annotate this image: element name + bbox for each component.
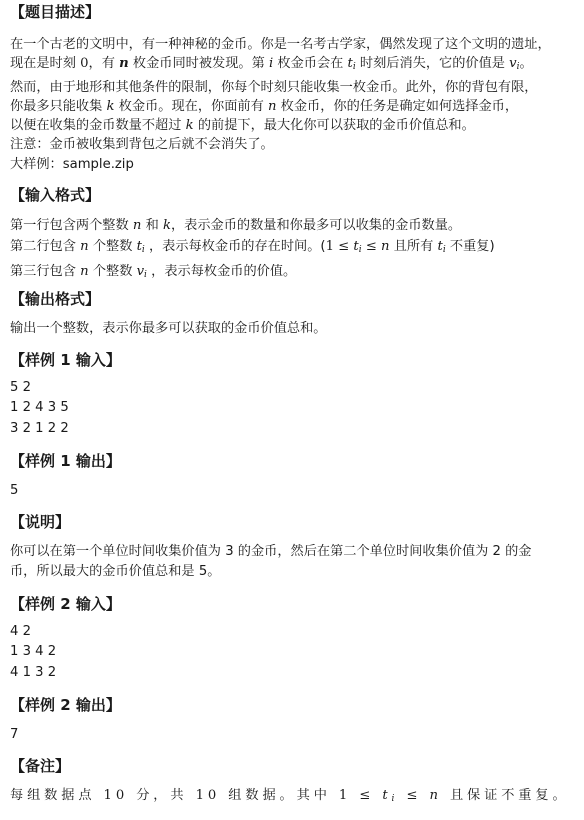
description-line-2: 现在是时刻 0，有 n 枚金币同时被发现。第 i 枚金币会在 $t_i$ 时刻后消失，它的价值是 $v_i$。 xyxy=(10,56,533,73)
sample1-input-section xyxy=(10,350,121,370)
sample1-input-line: 3 2 1 2 2 xyxy=(10,420,69,436)
notes-body xyxy=(10,786,570,809)
sample2-output-line: 7 xyxy=(10,727,19,742)
sample2-output-heading: 【样例 2 输出】 xyxy=(10,696,121,714)
input-format-heading: 【输入格式】 xyxy=(10,186,101,204)
sample1-output-line: 5 xyxy=(10,483,19,498)
sample2-input-line: 1 3 4 2 xyxy=(10,644,57,660)
description-section xyxy=(10,2,100,22)
sample2-input-heading: 【样例 2 输入】 xyxy=(10,595,121,613)
sample2-output-block xyxy=(10,725,18,745)
description-line-5: 以便在收集的金币数量不超过 k 的前提下，最大化你可以获取的金币价值总和。 xyxy=(10,118,475,134)
input-format-body xyxy=(10,215,495,286)
description-line-1: 在一个古老的文明中，有一种神秘的金币。你是一名考古学家，偶然发现了这个文明的遗址， xyxy=(10,37,551,52)
description-line-4: 你最多只能收集 k 枚金币。现在，你面前有 n 枚金币，你的任务是确定如何选择金币， xyxy=(10,98,519,114)
explanation-body xyxy=(10,542,531,582)
input-format-line-1: 第一行包含两个整数 n 和 k，表示金币的数量和你最多可以收集的金币数量。 xyxy=(10,218,462,233)
notes-line-1: 每组数据点 10 分，共 10 组数据。其中 $1 \le t_i \le n$ 且保证不重复。 xyxy=(10,788,570,804)
explanation-heading: 【说明】 xyxy=(10,513,71,531)
sample2-input-line: 4 1 3 2 xyxy=(10,664,57,680)
sample1-output-heading: 【样例 1 输出】 xyxy=(10,452,121,470)
sample2-output-section xyxy=(10,695,121,715)
description-heading: 【题目描述】 xyxy=(10,3,101,21)
sample1-output-section xyxy=(10,451,121,471)
sample2-input-section xyxy=(10,594,121,614)
output-format-line-1: 输出一个整数，表示你最多可以获取的金币价值总和。 xyxy=(10,321,327,336)
sample2-input-block xyxy=(10,622,56,683)
input-format-line-2: 第二行包含 n 个整数 $t_i$ ，表示每枚金币的存在时间。($1 \le t_i \le n$ 且所有 $t_i$ 不重复) xyxy=(10,239,495,255)
sample1-input-line: 1 2 4 3 5 xyxy=(10,400,69,416)
explanation-line-1: 你可以在第一个单位时间收集价值为 3 的金币，然后在第二个单位时间收集价值为 2 的金 xyxy=(10,544,532,559)
output-format-section xyxy=(10,289,100,309)
explanation-section xyxy=(10,512,70,532)
sample2-input-line: 4 2 xyxy=(10,624,31,639)
description-line-3: 然而，由于地形和其他条件的限制，你每个时刻只能收集一枚金币。此外，你的背包有限， xyxy=(10,79,538,95)
sample1-input-block xyxy=(10,378,69,439)
sample1-input-line: 5 2 xyxy=(10,380,31,395)
output-format-body xyxy=(10,319,327,338)
sample1-input-heading: 【样例 1 输入】 xyxy=(10,351,121,369)
description-note: 注意：金币被收集到背包之后就不会消失了。 xyxy=(10,137,274,153)
notes-heading: 【备注】 xyxy=(10,757,71,775)
sample-download-link[interactable]: 大样例：sample.zip xyxy=(10,156,134,172)
explanation-line-2: 币，所以最大的金币价值总和是 5。 xyxy=(10,564,221,579)
sample1-output-block xyxy=(10,481,18,501)
output-format-heading: 【输出格式】 xyxy=(10,290,101,308)
description-body xyxy=(10,35,551,174)
input-format-section xyxy=(10,185,100,205)
input-format-line-3: 第三行包含 n 个整数 $v_i$ ，表示每枚金币的价值。 xyxy=(10,264,297,280)
notes-section xyxy=(10,756,70,776)
